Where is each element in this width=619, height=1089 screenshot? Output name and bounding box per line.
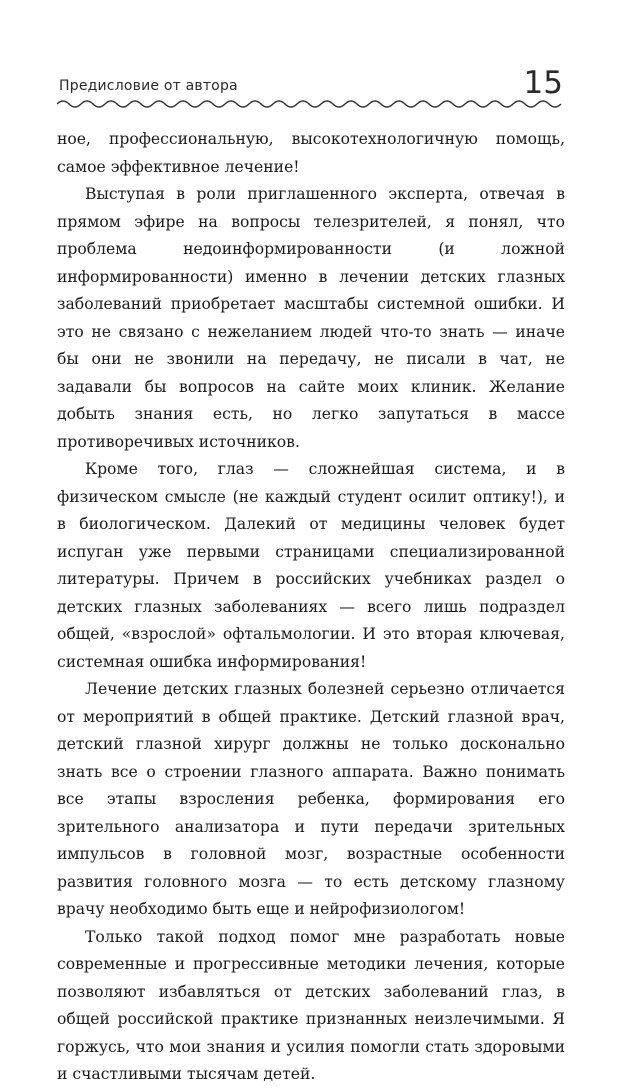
section-title: Предисловие от автора bbox=[59, 78, 238, 94]
paragraph: ное, профессиональную, высокотехнологичную помощь, самое эффективное лечение! bbox=[57, 130, 565, 176]
wavy-divider bbox=[57, 98, 565, 110]
running-head bbox=[57, 65, 565, 110]
paragraph: Лечение детских глазных болезней серьезно отличается от мероприятий в общей практике. Детский глазной врач, детский глазной хирург должны не только досконально знать все о строении глазного аппарата. Важно понимать все этапы взросления ребенка, формирования его зрительного анализатора и пути передачи зрительных импульсов в головной мозг, возрастные особенности развития головного мозга — то есть детскому глазному врачу необходимо быть еще и нейрофизиологом! bbox=[57, 680, 565, 918]
paragraph: Выступая в роли приглашенного эксперта, отвечая в прямом эфире на вопросы телезрителей, я понял, что проблема недоинформированности (и ложной информированности) именно в лечении детских глазных заболеваний приобретает масштабы системной ошибки. И это не связано с нежеланием людей что-то знать — иначе бы они не звонили на передачу, не писали в чат, не задавали бы вопросов на сайте моих клиник. Желание добыть знания есть, но легко запутаться в массе противоречивых источников. bbox=[57, 185, 565, 451]
body-text bbox=[57, 126, 565, 1089]
paragraph: Только такой подход помог мне разработать новые современные и прогрессивные методики лечения, которые позволяют избавляться от детских заболеваний глаз, в общей российской практике признанных неизлечимыми. Я горжусь, что мои знания и усилия помогли стать здоровыми и счастливыми тысячам детей. bbox=[57, 927, 565, 1083]
paragraph: Кроме того, глаз — сложнейшая система, и в физическом смысле (не каждый студент осилит оптику!), и в биологическом. Далекий от медицины человек будет испуган уже первыми страницами специализированной литературы. Причем в российских учебниках раздел о детских глазных заболеваниях — всего лишь подраздел общей, «взрослой» офтальмологии. И это вторая ключевая, системная ошибка информирования! bbox=[57, 460, 565, 671]
page-number: 15 bbox=[523, 65, 563, 101]
